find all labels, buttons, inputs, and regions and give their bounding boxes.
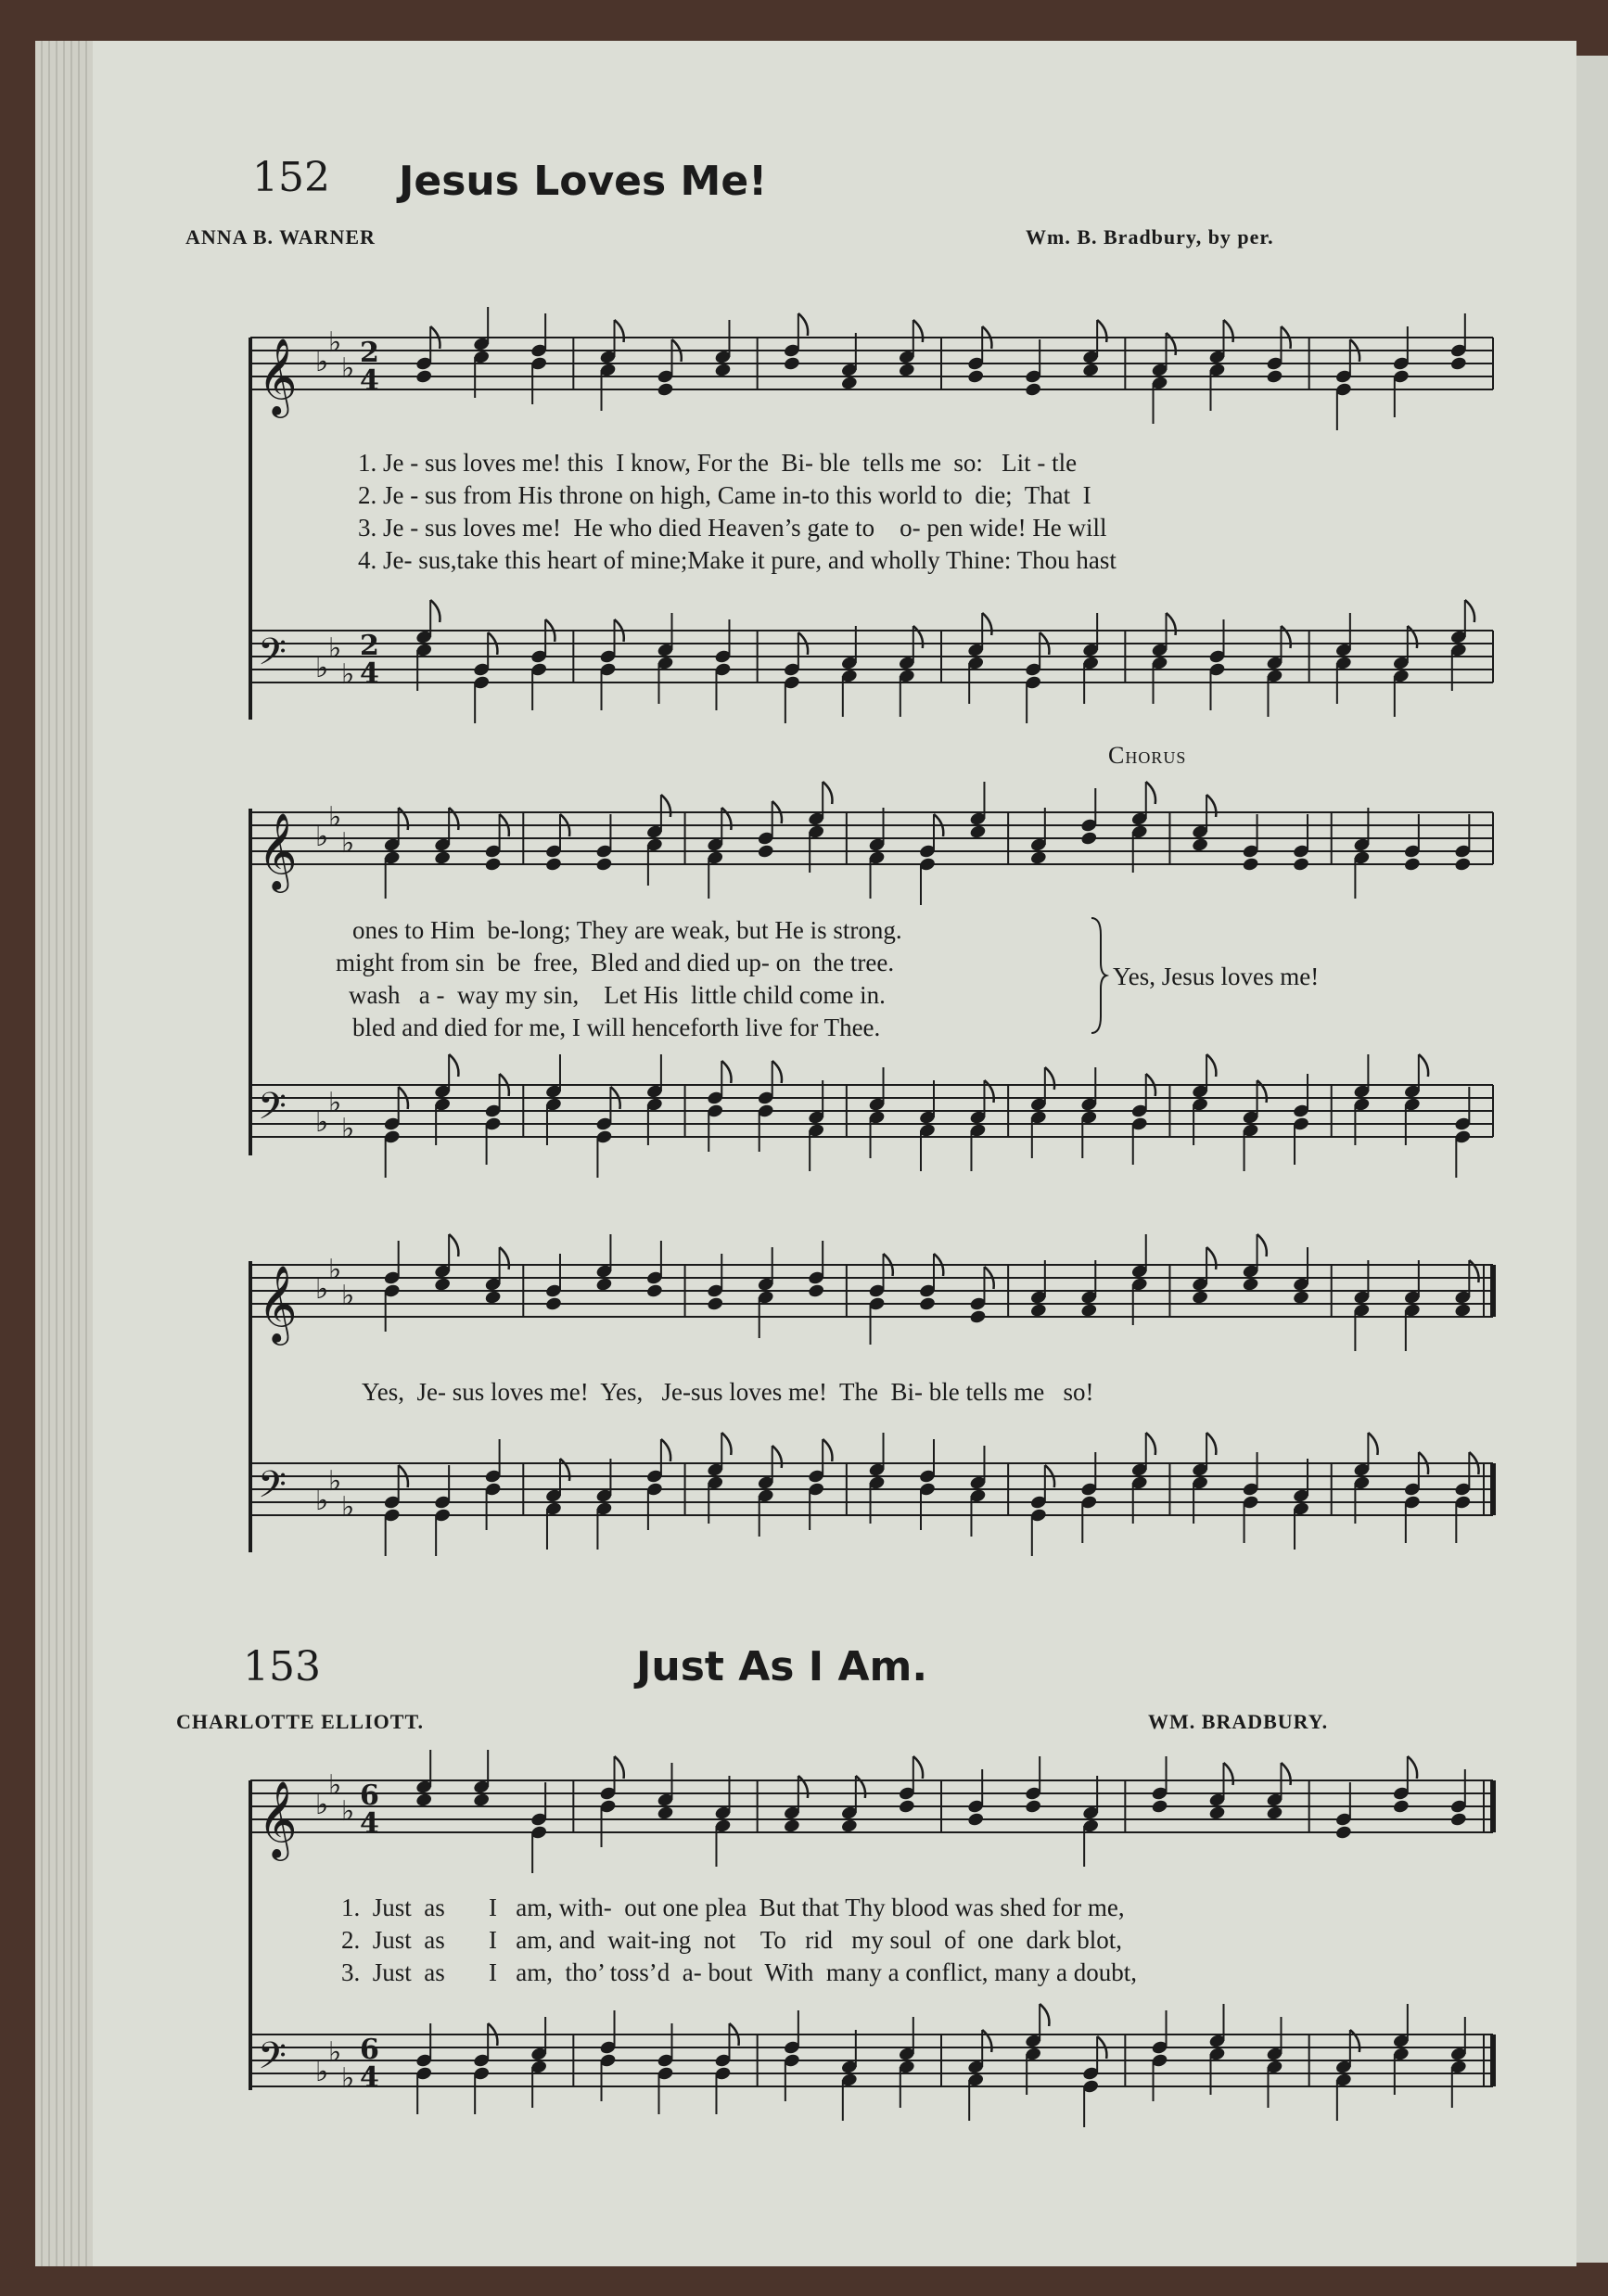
note [434,1054,459,1145]
note [645,1241,663,1298]
note [1392,2004,1410,2095]
note [1353,1260,1371,1351]
bass-clef-icon: 𝄢 [258,1463,287,1515]
note [1130,1074,1155,1165]
flat-icon: ♭ [328,1769,342,1802]
note [1029,1067,1054,1158]
note [1192,1433,1217,1524]
note [1025,1756,1042,1814]
note [707,1061,732,1152]
note [657,2023,674,2114]
note [1080,1260,1098,1318]
flat-icon: ♭ [341,1795,355,1828]
note [473,2023,498,2114]
note [1208,1763,1233,1820]
note [595,1459,613,1550]
note [530,619,555,710]
note [1454,814,1472,872]
note [1025,339,1042,397]
verse-1-line-1: 1. Je - sus loves me! this I know, For the Bi- ble tells me so: Lit - tle [358,449,1078,477]
note [808,1080,825,1171]
note [1029,1260,1047,1318]
note [967,1769,985,1827]
note [599,2010,617,2101]
verse-3-line-1: 3. Je - sus loves me! He who died Heaven’s gate to o- pen wide! He will [358,514,1107,542]
note [1080,788,1098,846]
note [1151,2010,1168,2101]
treble-clef-icon: 𝄞 [258,337,298,415]
treble-staff-system-1 [250,319,1502,430]
bass-clef-icon: 𝄢 [258,2035,287,2086]
note [595,1087,620,1178]
note [918,1080,936,1171]
note [918,1439,936,1530]
time-signature-top: 2 [360,337,379,369]
time-signature-top: 6 [360,1779,379,1812]
note [1449,2017,1467,2108]
treble-staff-system-2 [250,790,1502,911]
note [1392,626,1417,717]
note [1082,1776,1100,1867]
note [1151,333,1176,424]
verse-4-line-1: 4. Je- sus,take this heart of mine;Make it pure, and wholly Thine: Thou hast [358,546,1117,574]
note [1192,795,1217,852]
note [967,613,992,704]
flat-icon: ♭ [341,1113,355,1145]
note [714,1776,732,1867]
note [1192,1054,1217,1145]
note [1392,326,1410,417]
note [898,320,923,377]
treble-clef-icon: 𝄞 [258,1779,298,1857]
note [714,320,732,377]
note [868,1433,886,1524]
bass-staff-system-3 [250,1422,1502,1589]
note [415,2023,433,2114]
note [544,1254,562,1311]
note [1454,1087,1472,1178]
note [1266,2017,1283,2108]
note [868,808,886,899]
note [645,795,670,886]
flat-icon: ♭ [328,1465,342,1498]
flat-icon: ♭ [341,2062,355,2095]
note [783,632,808,723]
note [969,1446,987,1537]
note [645,1054,663,1145]
time-signature-top: 6 [360,2034,379,2066]
bass-clef-icon: 𝄢 [258,1085,287,1137]
note [1130,1234,1148,1325]
flat-icon: ♭ [341,658,355,691]
note [599,320,624,411]
note [1242,1452,1259,1543]
composer-credit: Wm. B. Bradbury, by per. [1026,225,1274,249]
note [484,1439,502,1530]
note [1449,600,1474,691]
note [1353,808,1371,899]
note [1292,1074,1309,1165]
note [808,782,833,873]
bass-clef-icon: 𝄢 [258,631,287,682]
note [1292,814,1309,872]
note [1025,632,1050,723]
time-signature-bottom: 4 [360,1807,379,1840]
note [840,1776,865,1833]
note [415,600,440,691]
treble-clef-icon: 𝄞 [258,811,298,889]
verse-2-line-1: 2. Just as I am, and wait-ing not To rid my soul of one dark blot, [341,1926,1123,1954]
verse-2-line-2: might from sin be free, Bled and died up- on the tree. [336,949,895,976]
system-bracket [249,1261,252,1552]
note [1082,320,1107,377]
hymnal-page [93,41,1576,2266]
note [645,1439,670,1530]
flat-icon: ♭ [315,1273,329,1306]
note [840,626,858,717]
note [1454,1260,1479,1318]
verse-brace [1090,916,1108,1037]
note [969,782,987,839]
note [595,1234,613,1292]
note [1334,339,1359,430]
treble-staff-hymn-153 [250,1762,1502,1882]
flat-icon: ♭ [328,326,342,359]
note [473,307,491,398]
system-bracket [249,809,252,1155]
note [1292,1247,1309,1305]
note [840,2030,858,2121]
note [383,808,408,899]
note [868,1067,886,1158]
note [1208,619,1226,710]
note [544,1459,569,1550]
note [707,1254,724,1311]
chorus-label: Chorus [1108,742,1187,769]
note [1025,2004,1050,2095]
note [1353,1054,1371,1145]
note [473,632,498,723]
flat-icon: ♭ [315,346,329,378]
note [1208,2004,1226,2095]
bass-staff-hymn-153 [250,1997,1502,2127]
note [714,619,732,710]
flat-icon: ♭ [328,1087,342,1119]
note [1242,1080,1267,1171]
treble-staff-system-3 [250,1243,1502,1363]
treble-clef-icon: 𝄞 [258,1264,298,1342]
note [1151,613,1176,704]
note [1192,1247,1217,1305]
bass-staff-system-1 [250,608,1502,757]
note [1151,1756,1168,1814]
note [599,1756,624,1847]
note [383,1241,401,1332]
note [530,313,548,404]
note [1080,1067,1098,1158]
note [1266,626,1291,717]
note [1334,2030,1359,2121]
note [383,1465,408,1556]
note [1403,814,1421,872]
note [840,333,858,390]
flat-icon: ♭ [315,652,329,684]
system-bracket [249,1780,252,2090]
chorus-refrain: Yes, Jesus loves me! [1113,963,1320,990]
note [1403,1452,1428,1543]
note [868,1254,893,1345]
time-signature-bottom: 4 [360,364,379,397]
note [967,2030,992,2121]
flat-icon: ♭ [315,1106,329,1139]
flat-icon: ♭ [341,352,355,385]
verse-4-line-2: bled and died for me, I will henceforth live for Thee. [352,1014,881,1041]
final-lyric-line: Yes, Je- sus loves me! Yes, Je-sus loves me! The Bi- ble tells me so! [362,1378,1094,1406]
flat-icon: ♭ [328,632,342,665]
hymn-title: Jesus Loves Me! [399,158,768,205]
verse-1-line-1: 1. Just as I am, with- out one plea But that Thy blood was shed for me, [341,1894,1125,1921]
flat-icon: ♭ [328,2036,342,2069]
note [714,2023,739,2114]
bass-staff-system-2 [250,1044,1502,1193]
note [1208,320,1233,411]
note [1242,1234,1267,1292]
note [1130,1433,1155,1524]
verse-3-line-1: 3. Just as I am, tho’ toss’d a- bout With many a conflict, many a doubt, [341,1958,1138,1986]
system-bracket [249,338,252,720]
verse-2-line-1: 2. Je - sus from His throne on high, Came in-to this world to die; That I [358,481,1091,509]
flat-icon: ♭ [328,801,342,834]
note [484,1247,509,1305]
note [530,1782,548,1873]
note [415,1750,433,1807]
flat-icon: ♭ [341,1491,355,1524]
note [918,814,943,905]
note [434,1234,459,1292]
note [1080,1452,1098,1543]
verse-3-line-2: wash a - way my sin, Let His little child come in. [349,981,886,1009]
note [484,1074,509,1165]
note [1029,1465,1054,1556]
note [969,1080,994,1171]
note [757,1247,774,1338]
lyricist-credit: CHARLOTTE ELLIOTT. [176,1710,424,1733]
flat-icon: ♭ [315,1789,329,1821]
note [1334,613,1352,704]
note [1082,2036,1107,2127]
note [657,613,674,704]
note [1082,613,1100,704]
flat-icon: ♭ [328,1254,342,1286]
note [1403,1260,1421,1351]
note [599,619,624,710]
time-signature-bottom: 4 [360,2061,379,2094]
note [1449,313,1467,371]
note [434,808,459,865]
hymn-number: 153 [243,1643,321,1690]
time-signature-bottom: 4 [360,657,379,690]
note [1292,1459,1309,1550]
hymn-number: 152 [252,154,330,201]
flat-icon: ♭ [315,1485,329,1517]
note [657,1763,674,1820]
note [1454,1452,1479,1543]
note [1266,1763,1291,1820]
lyricist-credit: ANNA B. WARNER [185,225,376,249]
note [1403,1054,1428,1145]
flat-icon: ♭ [315,2056,329,2088]
note [1130,782,1155,873]
note [595,814,613,872]
note [1242,814,1259,872]
note [707,808,732,899]
note [1029,808,1047,865]
note [898,2017,915,2108]
time-signature-top: 2 [360,630,379,662]
composer-credit: WM. BRADBURY. [1148,1710,1329,1733]
flat-icon: ♭ [315,821,329,853]
note [1449,1769,1467,1827]
note [783,1776,808,1833]
note [434,1465,452,1556]
hymn-title: Just As I Am. [636,1643,928,1690]
note [473,1750,491,1807]
note [707,1433,732,1524]
note [1334,1782,1352,1840]
note [1353,1433,1378,1524]
note [530,2017,548,2108]
verse-1-line-2: ones to Him be-long; They are weak, but He is strong. [352,916,902,944]
note [383,1087,408,1178]
note [783,2010,800,2101]
flat-icon: ♭ [341,1280,355,1312]
note [808,1439,833,1530]
note [544,1054,562,1145]
note [757,1446,782,1537]
note [808,1241,825,1298]
flat-icon: ♭ [341,827,355,860]
note [898,626,923,717]
note [757,1061,782,1152]
